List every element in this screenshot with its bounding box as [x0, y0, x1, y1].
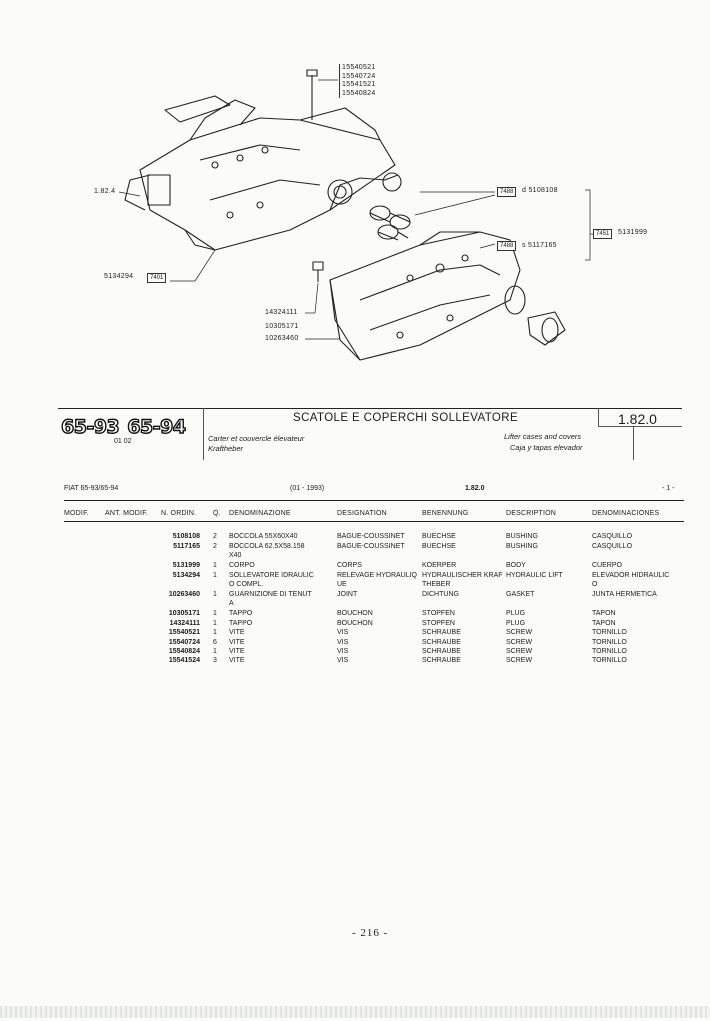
cell-fr: VIS [337, 629, 349, 636]
cell-es: O [592, 581, 598, 588]
cell-es: TORNILLO [592, 648, 627, 655]
model-65-94: 65-94 [127, 416, 186, 438]
page-number: - 216 - [352, 927, 389, 939]
bushings [370, 206, 410, 240]
section-header [58, 408, 682, 460]
cell-it: VITE [229, 648, 245, 655]
col-n-ordin: N. ORDIN. [161, 510, 197, 517]
ref-14324111: 14324111 [265, 309, 298, 316]
cell-qty: 2 [213, 543, 217, 550]
cell-part-no: 5131999 [172, 562, 200, 569]
table-top-rule [64, 500, 684, 501]
section-code: 1.82.0 [618, 411, 657, 427]
col-benennung: BENENNUNG [422, 510, 469, 517]
cell-es: JUNTA HERMETICA [592, 591, 657, 598]
ref-1-82-4: 1.82.4 [94, 188, 116, 195]
cell-fr: BAGUE-COUSSINET [337, 543, 405, 550]
header-divider-right-low [633, 426, 634, 460]
cell-qty: 3 [213, 657, 217, 664]
ref-5131999: 5131999 [618, 229, 648, 236]
cell-en: PLUG [506, 620, 526, 627]
title-de: Kraftheber [208, 444, 244, 453]
meta-date-range: (01 - 1993) [290, 485, 325, 492]
cell-de: HYDRAULISCHER KRAF [422, 572, 503, 579]
cell-de: SCHRAUBE [422, 648, 461, 655]
cell-en: BUSHING [506, 543, 538, 550]
cell-de: BUECHSE [422, 533, 456, 540]
section-title: SCATOLE E COPERCHI SOLLEVATORE [293, 412, 519, 424]
meta-code: 1.82.0 [465, 485, 485, 492]
cell-fr: UE [337, 581, 347, 588]
header-top-rule [58, 408, 682, 409]
cell-de: STOPFEN [422, 610, 455, 617]
cell-part-no: 14324111 [169, 620, 200, 627]
table-header-rule [64, 521, 684, 522]
cell-es: CASQUILLO [592, 543, 633, 550]
cell-fr: BOUCHON [337, 620, 373, 627]
cell-en: SCREW [506, 639, 533, 646]
cell-de: THEBER [422, 581, 451, 588]
cell-part-no: 15541524 [168, 657, 200, 664]
model-65-93: 65-93 [61, 416, 120, 438]
cell-qty: 1 [213, 610, 217, 617]
header-divider-left [203, 408, 204, 460]
scan-edge-strip [0, 1006, 710, 1018]
cell-en: HYDRAULIC LIFT [506, 572, 563, 579]
col-ant-modif: ANT. MODIF. [105, 510, 149, 517]
ref-box-7401: 7401 [147, 273, 166, 283]
ref-15540521: 15540521 [342, 64, 376, 71]
cell-de: STOPFEN [422, 620, 455, 627]
cell-es: TAPON [592, 620, 616, 627]
ref-5108108: d 5108108 [522, 187, 558, 194]
meta-page: - 1 - [662, 485, 675, 492]
cell-es: ELEVADOR HIDRAULIC [592, 572, 670, 579]
cell-fr: VIS [337, 639, 349, 646]
cell-fr: VIS [337, 648, 349, 655]
cell-it: BOCCOLA 62.5X58.158 [229, 543, 305, 550]
cell-qty: 1 [213, 629, 217, 636]
cell-part-no: 10305171 [168, 610, 200, 617]
cell-es: TORNILLO [592, 639, 627, 646]
ref-10263460: 10263460 [265, 335, 299, 342]
col-q: Q. [213, 510, 221, 517]
cell-es: CASQUILLO [592, 533, 633, 540]
cell-qty: 1 [213, 562, 217, 569]
cell-qty: 6 [213, 639, 217, 646]
ref-box-7488-b: 7488 [497, 241, 516, 251]
lower-lift-body [313, 232, 565, 360]
cell-fr: JOINT [337, 591, 358, 598]
cell-en: SCREW [506, 657, 533, 664]
cell-it: X40 [229, 552, 242, 559]
ref-box-7451: 7451 [593, 229, 612, 239]
cell-es: TAPON [592, 610, 616, 617]
cell-qty: 1 [213, 572, 217, 579]
cell-it: TAPPO [229, 610, 253, 617]
ref-15540824: 15540824 [342, 89, 376, 97]
cell-en: BODY [506, 562, 526, 569]
cell-it: TAPPO [229, 620, 253, 627]
cell-en: GASKET [506, 591, 535, 598]
cell-part-no: 5134294 [172, 572, 200, 579]
meta-model: FIAT 65-93/65-94 [64, 485, 119, 492]
ref-10305171: 10305171 [265, 323, 299, 330]
cell-de: SCHRAUBE [422, 629, 461, 636]
cell-it: A [229, 600, 234, 607]
cell-part-no: 15540521 [168, 629, 200, 636]
cell-part-no: 5108108 [172, 533, 200, 540]
col-designation: DESIGNATION [337, 510, 387, 517]
col-denominazione: DENOMINAZIONE [229, 510, 291, 517]
cell-qty: 2 [213, 533, 217, 540]
cell-qty: 1 [213, 591, 217, 598]
cell-fr: RELEVAGE HYDRAULIQ [337, 572, 418, 579]
title-en: Lifter cases and covers [504, 432, 582, 441]
cell-fr: BOUCHON [337, 610, 373, 617]
ref-15540724: 15540724 [342, 72, 376, 80]
cell-es: TORNILLO [592, 629, 627, 636]
col-description: DESCRIPTION [506, 510, 557, 517]
cell-es: TORNILLO [592, 657, 627, 664]
cell-it: VITE [229, 629, 245, 636]
cell-qty: 1 [213, 620, 217, 627]
cell-it: BOCCOLA 55X60X40 [229, 533, 298, 540]
cell-part-no: 15540724 [168, 639, 200, 646]
col-modif: MODIF. [64, 510, 89, 517]
cell-part-no: 15540824 [168, 648, 200, 655]
cell-it: VITE [229, 639, 245, 646]
cell-part-no: 5117165 [173, 543, 200, 550]
cell-it: SOLLEVATORE IDRAULIC [229, 572, 314, 579]
cell-part-no: 10263460 [168, 591, 200, 598]
cell-de: BUECHSE [422, 543, 456, 550]
title-es: Caja y tapas elevador [510, 443, 583, 452]
cell-it: GUARNIZIONE DI TENUT [229, 591, 312, 598]
cell-en: PLUG [506, 610, 526, 617]
cell-de: SCHRAUBE [422, 657, 461, 664]
ref-15541521: 15541521 [342, 81, 376, 88]
header-date: 01 02 [114, 438, 132, 445]
cell-de: SCHRAUBE [422, 639, 461, 646]
cell-de: DICHTUNG [422, 591, 459, 598]
cell-it: O COMPL. [229, 581, 264, 588]
title-fr: Carter et couvercle élevateur [208, 434, 305, 443]
cell-it: VITE [229, 657, 245, 664]
ref-5134294: 5134294 [104, 273, 134, 280]
ref-5117165: s 5117165 [522, 242, 557, 249]
cell-es: CUERPO [592, 562, 622, 569]
cell-en: BUSHING [506, 533, 538, 540]
exploded-diagram [0, 0, 710, 400]
cell-en: SCREW [506, 629, 533, 636]
cell-fr: VIS [337, 657, 349, 664]
cell-en: SCREW [506, 648, 533, 655]
cell-de: KOERPER [422, 562, 457, 569]
cell-fr: CORPS [337, 562, 362, 569]
header-divider-right [598, 408, 599, 426]
model-logo [61, 416, 194, 438]
cell-fr: BAGUE-COUSSINET [337, 533, 405, 540]
cell-it: CORPO [229, 562, 255, 569]
col-denominaciones: DENOMINACIONES [592, 510, 660, 517]
ref-box-7488-a: 7488 [497, 187, 516, 197]
cell-qty: 1 [213, 648, 217, 655]
callout-top-refs [339, 64, 376, 98]
